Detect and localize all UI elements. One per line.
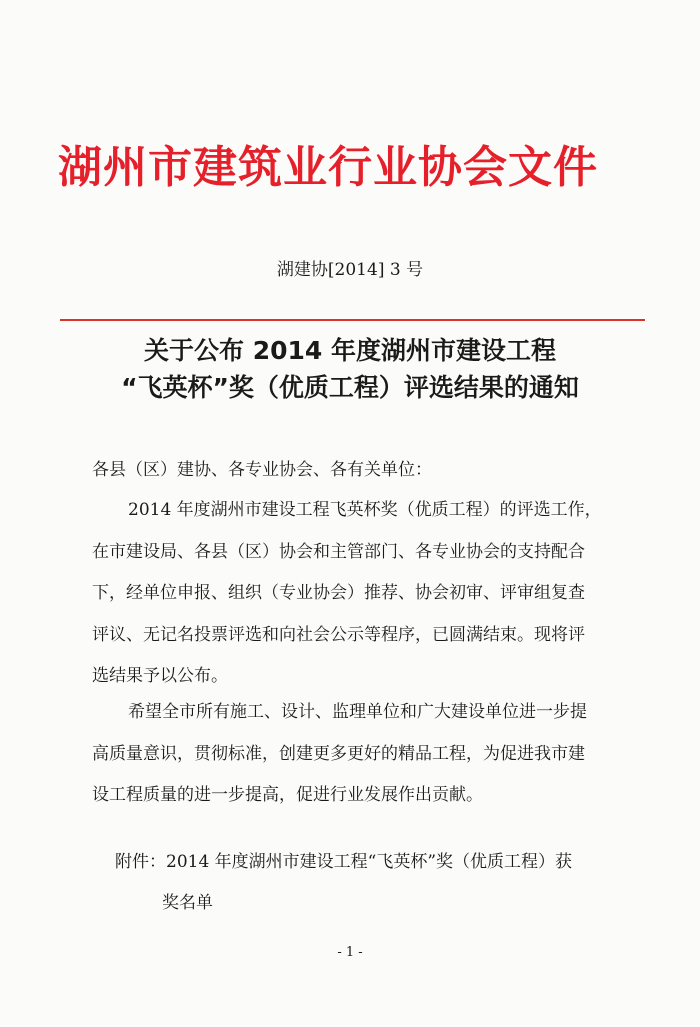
paragraph-1 (92, 498, 632, 706)
salutation: 各县（区）建协、各专业协会、各有关单位： (92, 460, 432, 480)
paragraph-line: 选结果予以公布。 (92, 666, 228, 686)
page-number: - 1 - (337, 945, 363, 960)
attachment-line: 奖名单 (162, 893, 213, 913)
paragraph-2 (92, 700, 632, 825)
notice-title-line-2: “飞英杯”奖（优质工程）评选结果的通知 (121, 373, 579, 402)
document-number: 湖建协[2014] 3 号 (276, 260, 424, 280)
paragraph-line: 评议、无记名投票评选和向社会公示等程序，已圆满结束。现将评 (92, 624, 585, 645)
paragraph-line: 希望全市所有施工、设计、监理单位和广大建设单位进一步提 (128, 702, 587, 722)
masthead-title: 湖州市建筑业行业协会文件 (58, 142, 598, 193)
paragraph-line: 在市建设局、各县（区）协会和主管部门、各专业协会的支持配合 (92, 541, 585, 562)
attachment-note (115, 850, 655, 932)
red-divider-rule (60, 319, 645, 321)
paragraph-line: 下，经单位申报、组织（专业协会）推荐、协会初审、评审组复查 (92, 583, 585, 603)
paragraph-line: 设工程质量的进一步提高，促进行业发展作出贡献。 (92, 785, 483, 805)
paragraph-line: 2014 年度湖州市建设工程飞英杯奖（优质工程）的评选工作， (128, 500, 602, 520)
attachment-line: 附件：2014 年度湖州市建设工程“飞英杯”奖（优质工程）获 (115, 852, 573, 872)
notice-title-line-1: 关于公布 2014 年度湖州市建设工程 (144, 336, 556, 365)
paragraph-line: 高质量意识，贯彻标准，创建更多更好的精品工程，为促进我市建 (92, 743, 585, 764)
